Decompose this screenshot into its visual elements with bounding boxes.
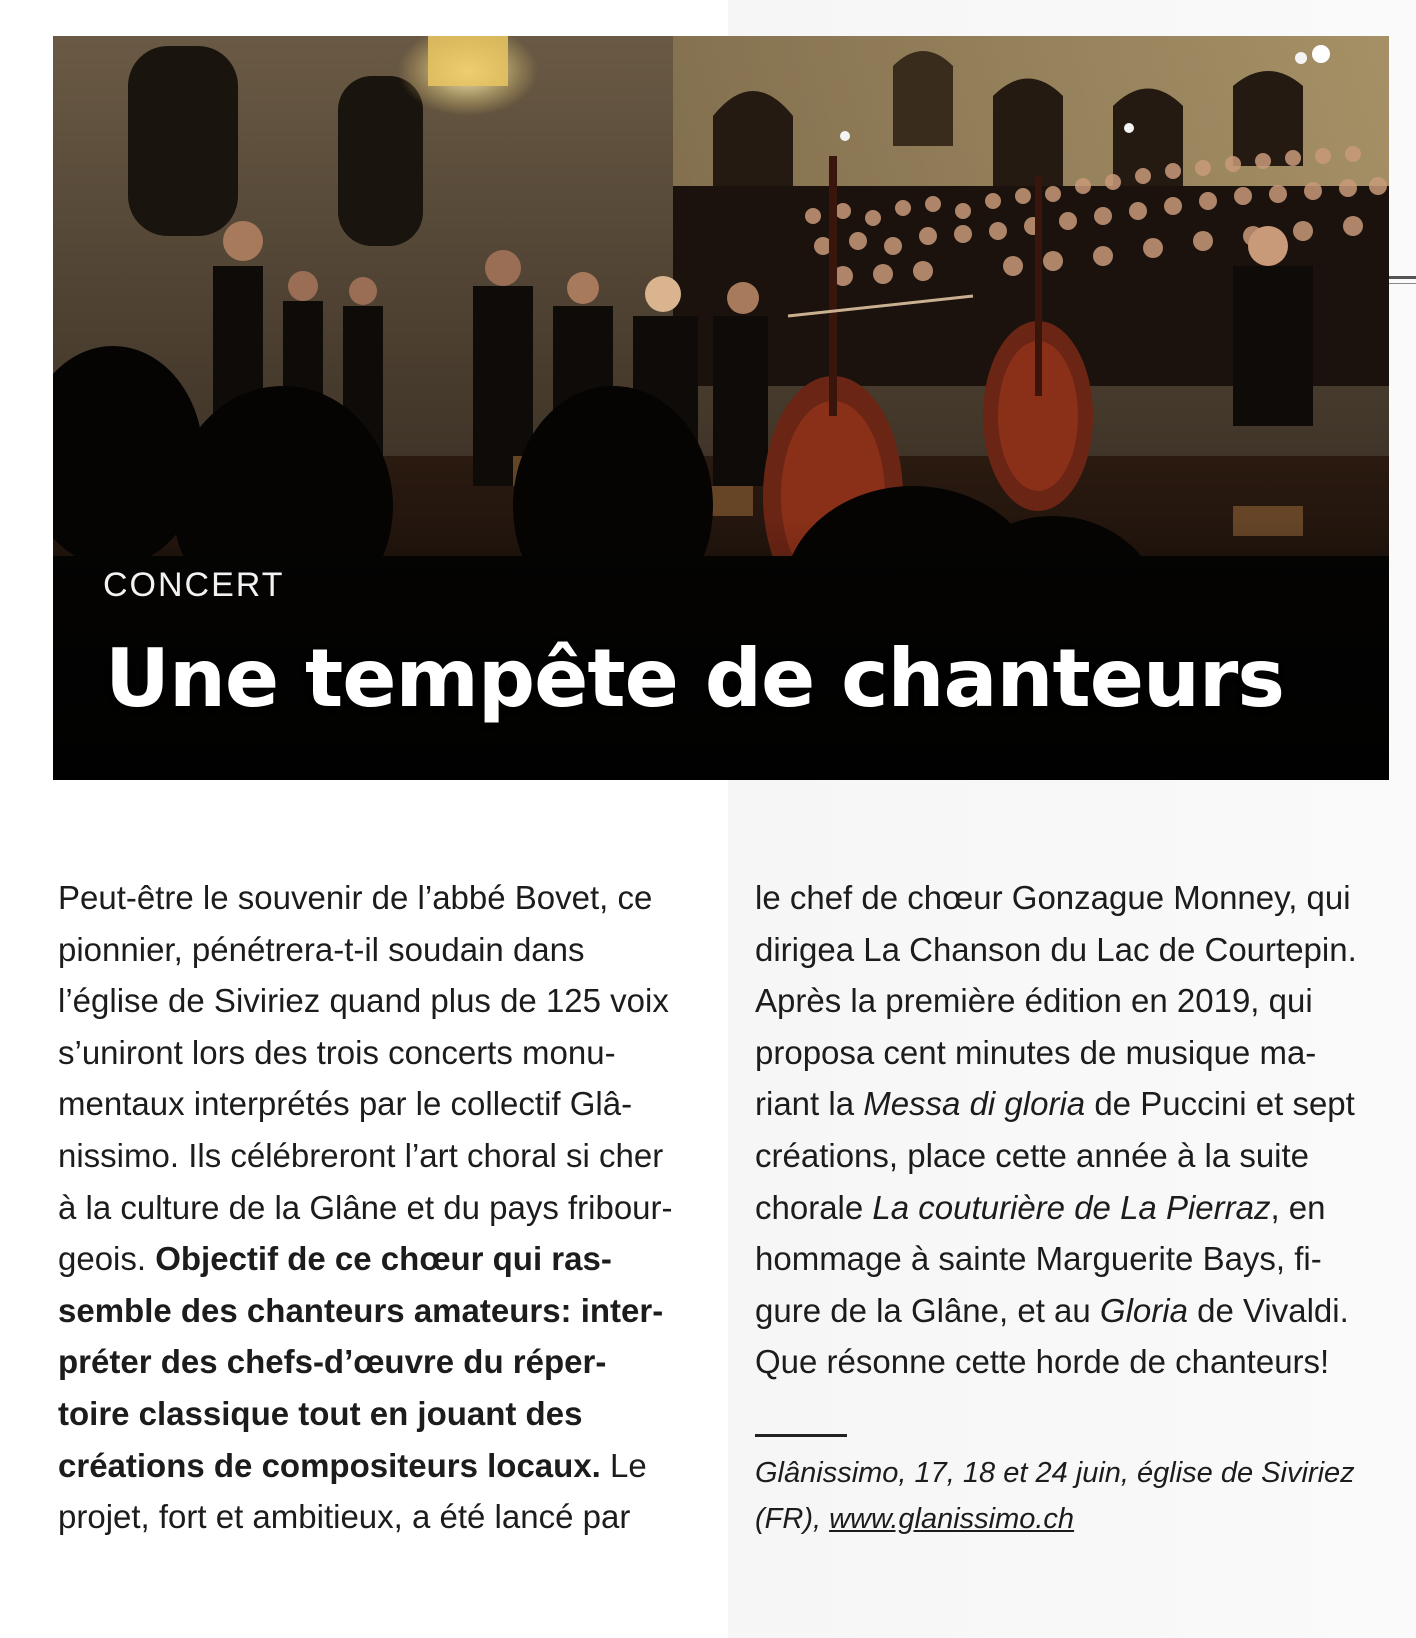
paragraph-line: Peut-être le souvenir de l’abbé Bovet, ce xyxy=(58,879,653,916)
paragraph-line xyxy=(755,1285,1395,1337)
paragraph-line: à la culture de la Glâne et du pays fribour- xyxy=(58,1188,673,1226)
paragraph-text: de Vivaldi. xyxy=(1187,1291,1349,1329)
work-title: Gloria xyxy=(1099,1291,1188,1329)
paragraph-text: geois. xyxy=(58,1240,156,1278)
event-info-line xyxy=(755,1496,1395,1542)
highlight-text: créations de compositeurs locaux. xyxy=(58,1446,601,1484)
paragraph-line: proposa cent minutes de musique ma- xyxy=(755,1033,1317,1071)
event-info-text: (FR), xyxy=(755,1503,830,1535)
paragraph-line: pionnier, pénétrera-t-il soudain dans xyxy=(58,930,585,968)
paragraph-line: Après la première édition en 2019, qui xyxy=(755,982,1313,1020)
article-column-right xyxy=(755,872,1395,1388)
paragraph-text: Le xyxy=(600,1446,647,1484)
paragraph-text: , en xyxy=(1270,1188,1326,1226)
paragraph-line: dirigea La Chanson du Lac de Courtepin. xyxy=(755,930,1357,968)
paragraph-text: chorale xyxy=(755,1188,873,1226)
hero-photo xyxy=(53,36,1389,780)
paragraph-line: hommage à sainte Marguerite Bays, fi- xyxy=(755,1240,1322,1278)
section-kicker: CONCERT xyxy=(103,566,285,604)
highlight-text: Objectif de ce chœur qui ras- xyxy=(155,1240,612,1278)
paragraph-line xyxy=(755,1182,1395,1234)
paragraph-line: s’uniront lors des trois concerts monu- xyxy=(58,1033,616,1071)
highlight-line: toire classique tout en jouant des xyxy=(58,1394,583,1432)
paragraph-text: gure de la Glâne, et au xyxy=(755,1291,1100,1329)
work-title: La couturière de La Pierraz xyxy=(872,1188,1271,1226)
paragraph-line: créations, place cette année à la suite xyxy=(755,1136,1310,1174)
paragraph-line: mentaux interprétés par le collectif Glâ- xyxy=(58,1085,633,1123)
paragraph-line: nissimo. Ils célébreront l’art choral si cher xyxy=(58,1136,664,1174)
article-column-left xyxy=(58,872,718,1543)
event-credits xyxy=(755,1450,1395,1542)
credits-divider xyxy=(755,1434,847,1437)
paragraph-line: projet, fort et ambitieux, a été lancé par xyxy=(58,1498,631,1536)
article-title: Une tempête de chanteurs xyxy=(105,632,1284,725)
paragraph-line xyxy=(58,1233,718,1285)
highlight-line: préter des chefs-d’œuvre du réper- xyxy=(58,1343,607,1381)
paragraph-line: l’église de Siviriez quand plus de 125 voix xyxy=(58,982,669,1020)
paragraph-text: riant la xyxy=(755,1085,864,1123)
highlight-line: semble des chanteurs amateurs: inter- xyxy=(58,1291,664,1329)
paragraph-line xyxy=(58,1440,718,1492)
event-info-line: Glânissimo, 17, 18 et 24 juin, église de Siviriez xyxy=(755,1457,1355,1489)
paragraph-line: le chef de chœur Gonzague Monney, qui xyxy=(755,879,1351,916)
paragraph-line xyxy=(755,1078,1395,1130)
paragraph-text: de Puccini et sept xyxy=(1085,1085,1355,1123)
website-link[interactable]: www.glanissimo.ch xyxy=(829,1503,1075,1535)
work-title: Messa di gloria xyxy=(863,1085,1086,1123)
paragraph-line: Que résonne cette horde de chanteurs! xyxy=(755,1343,1330,1381)
